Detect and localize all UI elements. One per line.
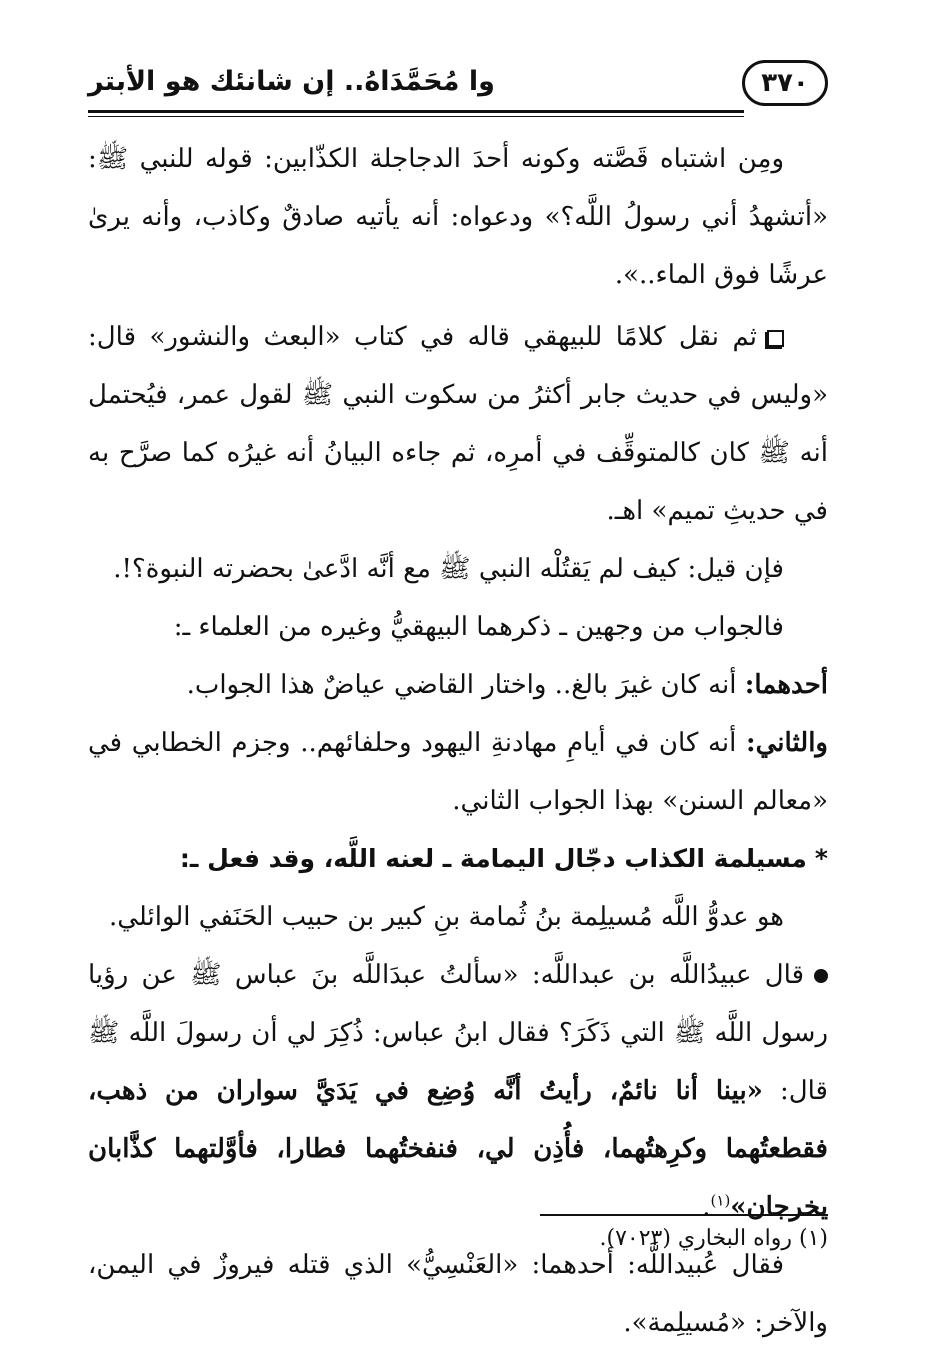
paragraph-5-lead: أحدهما: xyxy=(744,670,828,700)
paragraph-4: فالجواب من وجهين ـ ذكرهما البيهقيُّ وغيره من العلماء ـ: xyxy=(173,612,784,642)
bullet-dot-icon xyxy=(814,969,828,983)
paragraph-2: ثم نقل كلامًا للبيهقي قاله في كتاب «البعث والنشور» قال: «وليس في حديث جابر أكثرُ من سكوت النبي ﷺ لقول عمر، فيُحتمل أنه ﷺ كان كالمتوقِّف في أمرِه، ثم جاءه البيانُ أنه غيرُه كما صرَّح به في حديثِ تميم» اهـ. xyxy=(88,322,828,526)
page-header xyxy=(88,52,828,122)
running-title: وا مُحَمَّدَاهُ.. إن شانئك هو الأبتر xyxy=(88,66,495,97)
paragraph-5: أحدهما: أنه كان غيرَ بالغ.. واختار القاضي عياضٌ هذا الجواب. xyxy=(186,670,828,700)
paragraph-1: ومِن اشتباه قَصَّته وكونه أحدَ الدجاجلة الكذّابين: قوله للنبي ﷺ: «أتشهدُ أني رسولُ اللَّه؟» ودعواه: أنه يأتيه صادقٌ وكاذب، وأنه يرىٰ عرشًا فوق الماء..». xyxy=(88,144,828,290)
paragraph-9: فقال عُبيداللَّه: أحدهما: «العَنْسِيُّ» الذي قتله فيروزٌ في اليمن، والآخر: «مُسيلِمة». xyxy=(88,1250,828,1338)
paragraph-7: هو عدوُّ اللَّه مُسيلِمة بنُ ثُمامة بنِ كبير بن حبيب الحَنَفي الوائلي. xyxy=(108,902,784,932)
section-heading: *مسيلمة الكذاب دجّال اليمامة ـ لعنه اللَّه، وقد فعل ـ: xyxy=(179,844,828,873)
hadith-quote: «بينا أنا نائمٌ، رأيتُ أنَّه وُضِع في يَدَيَّ سواران من ذهب، فقطعتُهما وكرِهتُهما، فأُذِن لي، فنفختُهما فطارا، فأوَّلتهما كذَّابان يخرجان» xyxy=(88,1076,828,1222)
paragraph-6: والثاني: أنه كان في أيامِ مهادنةِ اليهود وحلفائهم.. وجزم الخطابي في «معالم السنن» بهذا الجواب الثاني. xyxy=(88,728,828,816)
paragraph-6-lead: والثاني: xyxy=(746,728,828,758)
footnote: (١) رواه البخاري (٧٠٢٣). xyxy=(599,1226,828,1251)
page-number: ٣٧٠ xyxy=(742,60,828,106)
paragraph-8: قال عبيدُاللَّه بن عبداللَّه: «سألتُ عبدَاللَّه بنَ عباس ﷺ عن رؤيا رسول اللَّه ﷺ التي ذَكَرَ؟ فقال ابنُ عباس: ذُكِرَ لي أن رسولَ اللَّه ﷺ قال: «بينا أنا نائمٌ، رأيتُ أنَّه وُضِع في يَدَيَّ سواران من ذهب، فقطعتُهما وكرِهتُهما، فأُذِن لي، فنفختُهما فطارا، فأوَّلتهما كذَّابان يخرجان»$^{(١)}$. xyxy=(88,960,828,1222)
paragraph-3: فإن قيل: كيف لم يَقتُلْه النبي ﷺ مع أنَّه ادَّعىٰ بحضرته النبوة؟!. xyxy=(113,554,784,584)
footnote-rule xyxy=(540,1214,828,1216)
page-body xyxy=(88,130,828,1352)
header-rule xyxy=(88,110,744,113)
star-marker-icon: * xyxy=(814,844,828,873)
square-marker-icon xyxy=(767,330,784,347)
header-rule-thin xyxy=(88,116,744,117)
footnote-reference[interactable]: (١) xyxy=(710,1191,731,1210)
